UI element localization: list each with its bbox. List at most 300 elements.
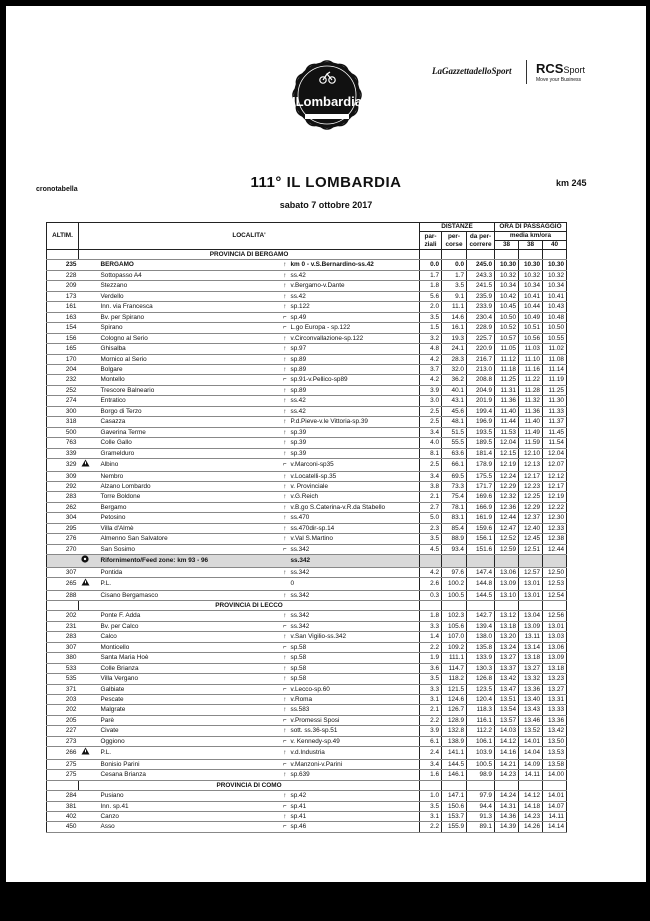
partial-distance: 3.5 bbox=[420, 801, 442, 811]
table-row bbox=[47, 385, 567, 395]
marker-cell bbox=[79, 715, 99, 725]
road-cell: sp.41 bbox=[289, 812, 420, 822]
road-cell: v.G.Reich bbox=[289, 492, 420, 502]
altitude-cell: 265 bbox=[47, 578, 79, 590]
marker-cell bbox=[79, 770, 99, 780]
time-speed-2: 14.04 bbox=[519, 747, 543, 759]
altitude-cell: 288 bbox=[47, 590, 79, 600]
road-cell: v.Roma bbox=[289, 695, 420, 705]
direction-arrow-icon: ⌐ bbox=[199, 323, 289, 333]
time-speed-2: 10.41 bbox=[519, 291, 543, 301]
marker-cell bbox=[79, 333, 99, 343]
empty-cell bbox=[543, 600, 567, 610]
direction-arrow-icon: ↑ bbox=[199, 653, 289, 663]
marker-cell bbox=[79, 406, 99, 416]
time-speed-1: 10.50 bbox=[495, 312, 519, 322]
road-cell: ss.342 bbox=[289, 544, 420, 554]
road-cell: sp.639 bbox=[289, 770, 420, 780]
road-cell: L.go Europa - sp.122 bbox=[289, 323, 420, 333]
table-row bbox=[47, 544, 567, 554]
time-speed-2: 10.51 bbox=[519, 323, 543, 333]
marker-cell bbox=[79, 427, 99, 437]
covered-distance: 28.3 bbox=[442, 354, 467, 364]
time-speed-1: 13.42 bbox=[495, 674, 519, 684]
partial-distance: 4.0 bbox=[420, 438, 442, 448]
time-speed-2: 13.04 bbox=[519, 611, 543, 621]
road-cell: sp.89 bbox=[289, 385, 420, 395]
covered-distance: 66.1 bbox=[442, 459, 467, 471]
table-row bbox=[47, 375, 567, 385]
location-name: Petosino bbox=[99, 513, 199, 523]
header-distanze: DISTANZE bbox=[420, 223, 495, 232]
remaining-distance: 130.3 bbox=[467, 663, 495, 673]
time-speed-3: 10.34 bbox=[543, 281, 567, 291]
time-speed-2: 11.32 bbox=[519, 396, 543, 406]
partial-distance: 1.6 bbox=[420, 770, 442, 780]
table-row bbox=[47, 632, 567, 642]
table-row bbox=[47, 663, 567, 673]
road-cell: ss.342 bbox=[289, 621, 420, 631]
table-row bbox=[47, 302, 567, 312]
time-speed-3: 14.11 bbox=[543, 812, 567, 822]
location-name: Montello bbox=[99, 375, 199, 385]
empty-cell bbox=[442, 250, 467, 260]
partial-distance: 1.8 bbox=[420, 611, 442, 621]
partial-distance: 2.5 bbox=[420, 459, 442, 471]
location-name: Monticello bbox=[99, 642, 199, 652]
time-speed-2: 12.25 bbox=[519, 492, 543, 502]
time-speed-3: 13.58 bbox=[543, 759, 567, 769]
covered-distance: 88.9 bbox=[442, 534, 467, 544]
location-name: Civate bbox=[99, 726, 199, 736]
location-name: Pescate bbox=[99, 695, 199, 705]
table-row bbox=[47, 448, 567, 458]
altitude-cell: 163 bbox=[47, 312, 79, 322]
rcs-text: RCS bbox=[536, 61, 564, 76]
empty-cell bbox=[519, 250, 543, 260]
time-speed-3: 13.31 bbox=[543, 695, 567, 705]
partial-distance: 3.5 bbox=[420, 674, 442, 684]
remaining-distance: 233.9 bbox=[467, 302, 495, 312]
timetable bbox=[46, 222, 567, 833]
table-row bbox=[47, 653, 567, 663]
partial-distance: 4.5 bbox=[420, 544, 442, 554]
partial-distance bbox=[420, 555, 442, 567]
time-speed-1: 13.57 bbox=[495, 715, 519, 725]
altitude-cell: 274 bbox=[47, 396, 79, 406]
covered-distance: 32.0 bbox=[442, 364, 467, 374]
partial-distance: 1.9 bbox=[420, 653, 442, 663]
altitude-cell: 202 bbox=[47, 611, 79, 621]
time-speed-2: 13.36 bbox=[519, 684, 543, 694]
time-speed-3: 13.18 bbox=[543, 663, 567, 673]
time-speed-3: 13.33 bbox=[543, 705, 567, 715]
time-speed-1: 14.21 bbox=[495, 759, 519, 769]
table-row bbox=[47, 684, 567, 694]
marker-cell bbox=[79, 438, 99, 448]
road-cell: 0 bbox=[289, 578, 420, 590]
header-da-percorrere: da per- correre bbox=[467, 232, 495, 250]
time-speed-2: 14.09 bbox=[519, 759, 543, 769]
province-name: PROVINCIA DI COMO bbox=[79, 780, 420, 790]
direction-arrow-icon: ⌐ bbox=[199, 822, 289, 832]
marker-cell bbox=[79, 544, 99, 554]
altitude-cell: 231 bbox=[47, 621, 79, 631]
location-name: Spirano bbox=[99, 323, 199, 333]
time-speed-3: 11.14 bbox=[543, 364, 567, 374]
table-row bbox=[47, 270, 567, 280]
table-row bbox=[47, 364, 567, 374]
marker-cell bbox=[79, 747, 99, 759]
direction-arrow-icon: ↑ bbox=[199, 291, 289, 301]
table-row bbox=[47, 534, 567, 544]
time-speed-2: 11.59 bbox=[519, 438, 543, 448]
time-speed-1: 13.18 bbox=[495, 621, 519, 631]
time-speed-2: 13.01 bbox=[519, 578, 543, 590]
header-ora-passaggio: ORA DI PASSAGGIO bbox=[495, 223, 567, 232]
time-speed-2: 11.36 bbox=[519, 406, 543, 416]
empty-cell bbox=[495, 600, 519, 610]
empty-cell bbox=[420, 250, 442, 260]
covered-distance: 144.5 bbox=[442, 759, 467, 769]
remaining-distance: 171.7 bbox=[467, 481, 495, 491]
partial-distance: 2.6 bbox=[420, 578, 442, 590]
altitude-cell: 292 bbox=[47, 481, 79, 491]
time-speed-2: 12.40 bbox=[519, 523, 543, 533]
time-speed-1: 12.47 bbox=[495, 523, 519, 533]
empty-cell bbox=[442, 600, 467, 610]
direction-arrow-icon: ⌐ bbox=[199, 312, 289, 322]
direction-arrow-icon: ↑ bbox=[199, 791, 289, 801]
partial-distance: 8.1 bbox=[420, 448, 442, 458]
location-name: Stezzano bbox=[99, 281, 199, 291]
altitude-cell: 283 bbox=[47, 492, 79, 502]
time-speed-2: 12.17 bbox=[519, 471, 543, 481]
remaining-distance: 241.5 bbox=[467, 281, 495, 291]
location-name: Pusiano bbox=[99, 791, 199, 801]
direction-arrow-icon: ⌐ bbox=[199, 715, 289, 725]
time-speed-3: 10.55 bbox=[543, 333, 567, 343]
header-localita: LOCALITA' bbox=[79, 223, 420, 250]
warning-triangle-icon bbox=[81, 578, 90, 586]
time-speed-2: 13.27 bbox=[519, 663, 543, 673]
marker-cell bbox=[79, 459, 99, 471]
time-speed-1: 10.42 bbox=[495, 291, 519, 301]
location-name: Cologno al Serio bbox=[99, 333, 199, 343]
time-speed-1: 12.36 bbox=[495, 502, 519, 512]
road-cell: v.San Vigilio-ss.342 bbox=[289, 632, 420, 642]
location-name: Ghisalba bbox=[99, 344, 199, 354]
location-name: Colle Brianza bbox=[99, 663, 199, 673]
road-cell: sp.58 bbox=[289, 653, 420, 663]
altitude-cell: 270 bbox=[47, 544, 79, 554]
marker-cell bbox=[79, 323, 99, 333]
table-row bbox=[47, 333, 567, 343]
table-row bbox=[47, 611, 567, 621]
time-speed-2: 12.23 bbox=[519, 481, 543, 491]
table-row bbox=[47, 715, 567, 725]
location-name: Entratico bbox=[99, 396, 199, 406]
time-speed-1: 11.53 bbox=[495, 427, 519, 437]
table-row bbox=[47, 726, 567, 736]
partial-distance: 2.1 bbox=[420, 492, 442, 502]
time-speed-3: 10.48 bbox=[543, 312, 567, 322]
time-speed-2: 12.51 bbox=[519, 544, 543, 554]
partial-distance: 2.4 bbox=[420, 747, 442, 759]
time-speed-2: 13.52 bbox=[519, 726, 543, 736]
rcs-tagline: Move your Business bbox=[536, 77, 582, 83]
time-speed-1: 12.29 bbox=[495, 481, 519, 491]
time-speed-3: 12.19 bbox=[543, 492, 567, 502]
time-speed-3: 11.54 bbox=[543, 438, 567, 448]
time-speed-1: 10.34 bbox=[495, 281, 519, 291]
direction-arrow-icon bbox=[199, 578, 289, 590]
time-speed-1: 11.44 bbox=[495, 417, 519, 427]
marker-cell bbox=[79, 448, 99, 458]
location-name: Casazza bbox=[99, 417, 199, 427]
province-name: PROVINCIA DI BERGAMO bbox=[79, 250, 420, 260]
empty-cell bbox=[467, 780, 495, 790]
time-speed-3: 11.25 bbox=[543, 385, 567, 395]
direction-arrow-icon: ↑ bbox=[199, 260, 289, 270]
empty-cell bbox=[495, 250, 519, 260]
remaining-distance: 220.9 bbox=[467, 344, 495, 354]
marker-cell bbox=[79, 281, 99, 291]
partial-distance: 2.5 bbox=[420, 417, 442, 427]
remaining-distance: 89.1 bbox=[467, 822, 495, 832]
covered-distance: 121.5 bbox=[442, 684, 467, 694]
location-name: Mornico al Serio bbox=[99, 354, 199, 364]
header-speed-3: 40 bbox=[543, 241, 567, 250]
time-speed-3: 14.01 bbox=[543, 791, 567, 801]
covered-distance: 19.3 bbox=[442, 333, 467, 343]
partial-distance: 1.8 bbox=[420, 281, 442, 291]
time-speed-2: 14.18 bbox=[519, 801, 543, 811]
direction-arrow-icon: ⌐ bbox=[199, 544, 289, 554]
remaining-distance: 199.4 bbox=[467, 406, 495, 416]
remaining-distance: 144.8 bbox=[467, 578, 495, 590]
time-speed-3: 12.50 bbox=[543, 567, 567, 577]
road-cell: ss.42 bbox=[289, 406, 420, 416]
partial-distance: 6.1 bbox=[420, 736, 442, 746]
empty-cell bbox=[519, 780, 543, 790]
altitude-cell: 307 bbox=[47, 642, 79, 652]
empty-cell bbox=[442, 780, 467, 790]
location-name: Villa Vergano bbox=[99, 674, 199, 684]
road-cell: v.Promessi Sposi bbox=[289, 715, 420, 725]
direction-arrow-icon: ↑ bbox=[199, 471, 289, 481]
altitude-cell: 235 bbox=[47, 260, 79, 270]
direction-arrow-icon: ↑ bbox=[199, 427, 289, 437]
road-cell: ss.42 bbox=[289, 396, 420, 406]
remaining-distance: 189.5 bbox=[467, 438, 495, 448]
partial-distance: 2.2 bbox=[420, 822, 442, 832]
location-name: Bv. per Calco bbox=[99, 621, 199, 631]
remaining-distance: 135.8 bbox=[467, 642, 495, 652]
altitude-cell: 262 bbox=[47, 502, 79, 512]
altitude-cell: 300 bbox=[47, 406, 79, 416]
location-name: Parè bbox=[99, 715, 199, 725]
marker-cell bbox=[79, 736, 99, 746]
time-speed-1: 13.24 bbox=[495, 642, 519, 652]
time-speed-2: 12.29 bbox=[519, 502, 543, 512]
time-speed-1: 11.31 bbox=[495, 385, 519, 395]
partial-distance: 4.2 bbox=[420, 567, 442, 577]
remaining-distance: 97.9 bbox=[467, 791, 495, 801]
page-title: 111° IL LOMBARDIA bbox=[250, 174, 402, 191]
marker-cell bbox=[79, 695, 99, 705]
time-speed-2: 13.01 bbox=[519, 590, 543, 600]
direction-arrow-icon: ↑ bbox=[199, 281, 289, 291]
location-name: Alzano Lombardo bbox=[99, 481, 199, 491]
time-speed-1: 11.18 bbox=[495, 364, 519, 374]
marker-cell bbox=[79, 674, 99, 684]
table-row bbox=[47, 590, 567, 600]
partial-distance: 0.3 bbox=[420, 590, 442, 600]
partial-distance: 3.9 bbox=[420, 726, 442, 736]
table-row bbox=[47, 801, 567, 811]
remaining-distance: 94.4 bbox=[467, 801, 495, 811]
marker-cell bbox=[79, 590, 99, 600]
covered-distance: 36.2 bbox=[442, 375, 467, 385]
direction-arrow-icon: ↑ bbox=[199, 438, 289, 448]
location-name: Borgo di Terzo bbox=[99, 406, 199, 416]
road-cell: v.Lecco-sp.60 bbox=[289, 684, 420, 694]
road-cell: v. Provinciale bbox=[289, 481, 420, 491]
remaining-distance: 213.0 bbox=[467, 364, 495, 374]
time-speed-1: 13.06 bbox=[495, 567, 519, 577]
remaining-distance: 235.9 bbox=[467, 291, 495, 301]
time-speed-2: 14.11 bbox=[519, 770, 543, 780]
time-speed-1: 14.16 bbox=[495, 747, 519, 759]
time-speed-2: 11.10 bbox=[519, 354, 543, 364]
time-speed-2: 12.10 bbox=[519, 448, 543, 458]
direction-arrow-icon: ⌐ bbox=[199, 621, 289, 631]
road-cell: v. Kennedy-sp.49 bbox=[289, 736, 420, 746]
time-speed-3: 10.43 bbox=[543, 302, 567, 312]
location-name: San Sosimo bbox=[99, 544, 199, 554]
road-cell: ss.342 bbox=[289, 590, 420, 600]
road-cell: sp.91-v.Pellico-sp89 bbox=[289, 375, 420, 385]
road-cell: sp.39 bbox=[289, 427, 420, 437]
time-speed-1: 10.45 bbox=[495, 302, 519, 312]
marker-cell bbox=[79, 621, 99, 631]
time-speed-3: 12.12 bbox=[543, 471, 567, 481]
road-cell: sp.89 bbox=[289, 354, 420, 364]
time-speed-1: 13.12 bbox=[495, 611, 519, 621]
direction-arrow-icon: ⌐ bbox=[199, 642, 289, 652]
time-speed-2: 13.09 bbox=[519, 621, 543, 631]
remaining-distance: 161.9 bbox=[467, 513, 495, 523]
remaining-distance: 91.3 bbox=[467, 812, 495, 822]
marker-cell bbox=[79, 492, 99, 502]
remaining-distance: 151.6 bbox=[467, 544, 495, 554]
time-speed-3: 12.07 bbox=[543, 459, 567, 471]
time-speed-2: 12.37 bbox=[519, 513, 543, 523]
road-cell: sott. ss.36-sp.51 bbox=[289, 726, 420, 736]
location-name: Trescore Balneario bbox=[99, 385, 199, 395]
marker-cell bbox=[79, 471, 99, 481]
location-name: Malgrate bbox=[99, 705, 199, 715]
time-speed-2: 14.01 bbox=[519, 736, 543, 746]
time-speed-3: 12.53 bbox=[543, 578, 567, 590]
altitude-cell: 170 bbox=[47, 354, 79, 364]
time-speed-1: 11.40 bbox=[495, 406, 519, 416]
direction-arrow-icon: ↑ bbox=[199, 632, 289, 642]
road-cell: ss.342 bbox=[289, 567, 420, 577]
marker-cell bbox=[79, 481, 99, 491]
location-name: P.L. bbox=[99, 747, 199, 759]
remaining-distance: 175.5 bbox=[467, 471, 495, 481]
location-name: Oggiono bbox=[99, 736, 199, 746]
covered-distance: 114.7 bbox=[442, 663, 467, 673]
road-cell: P.d.Pieve-v.le Vittoria-sp.39 bbox=[289, 417, 420, 427]
marker-cell bbox=[79, 417, 99, 427]
time-speed-2: 11.49 bbox=[519, 427, 543, 437]
time-speed-2: 10.32 bbox=[519, 270, 543, 280]
empty-cell bbox=[420, 600, 442, 610]
altitude-cell: 173 bbox=[47, 291, 79, 301]
road-cell: ss.342 bbox=[289, 611, 420, 621]
marker-cell bbox=[79, 759, 99, 769]
partial-distance: 0.0 bbox=[420, 260, 442, 270]
time-speed-2: 14.12 bbox=[519, 791, 543, 801]
marker-cell bbox=[79, 302, 99, 312]
altitude-cell: 228 bbox=[47, 270, 79, 280]
partial-distance: 2.2 bbox=[420, 715, 442, 725]
covered-distance: 107.0 bbox=[442, 632, 467, 642]
location-name: Cisano Bergamasco bbox=[99, 590, 199, 600]
partial-distance: 3.9 bbox=[420, 385, 442, 395]
time-speed-1: 11.12 bbox=[495, 354, 519, 364]
time-speed-1: 14.03 bbox=[495, 726, 519, 736]
header-altim: ALTIM. bbox=[47, 223, 79, 250]
direction-arrow-icon: ⌐ bbox=[199, 801, 289, 811]
direction-arrow-icon: ↑ bbox=[199, 406, 289, 416]
altitude-cell: 266 bbox=[47, 747, 79, 759]
marker-cell bbox=[79, 385, 99, 395]
direction-arrow-icon: ⌐ bbox=[199, 759, 289, 769]
time-speed-3: 14.14 bbox=[543, 822, 567, 832]
location-name: Bv. per Spirano bbox=[99, 312, 199, 322]
time-speed-3: 14.07 bbox=[543, 801, 567, 811]
remaining-distance: 116.1 bbox=[467, 715, 495, 725]
time-speed-3: 13.42 bbox=[543, 726, 567, 736]
direction-arrow-icon: ↑ bbox=[199, 663, 289, 673]
covered-distance: 0.0 bbox=[442, 260, 467, 270]
remaining-distance: 144.5 bbox=[467, 590, 495, 600]
remaining-distance: 139.4 bbox=[467, 621, 495, 631]
covered-distance: 141.1 bbox=[442, 747, 467, 759]
altitude-cell: 273 bbox=[47, 736, 79, 746]
direction-arrow-icon: ↑ bbox=[199, 590, 289, 600]
partial-distance: 4.2 bbox=[420, 375, 442, 385]
altitude-cell bbox=[47, 250, 79, 260]
time-speed-2 bbox=[519, 555, 543, 567]
altitude-cell: 295 bbox=[47, 523, 79, 533]
table-row bbox=[47, 567, 567, 577]
time-speed-2: 13.43 bbox=[519, 705, 543, 715]
marker-cell bbox=[79, 801, 99, 811]
time-speed-3: 12.38 bbox=[543, 534, 567, 544]
covered-distance: 97.6 bbox=[442, 567, 467, 577]
time-speed-3: 12.30 bbox=[543, 513, 567, 523]
time-speed-2: 11.16 bbox=[519, 364, 543, 374]
partial-distance: 1.7 bbox=[420, 270, 442, 280]
covered-distance: 138.9 bbox=[442, 736, 467, 746]
altitude-cell: 232 bbox=[47, 375, 79, 385]
remaining-distance: 225.7 bbox=[467, 333, 495, 343]
